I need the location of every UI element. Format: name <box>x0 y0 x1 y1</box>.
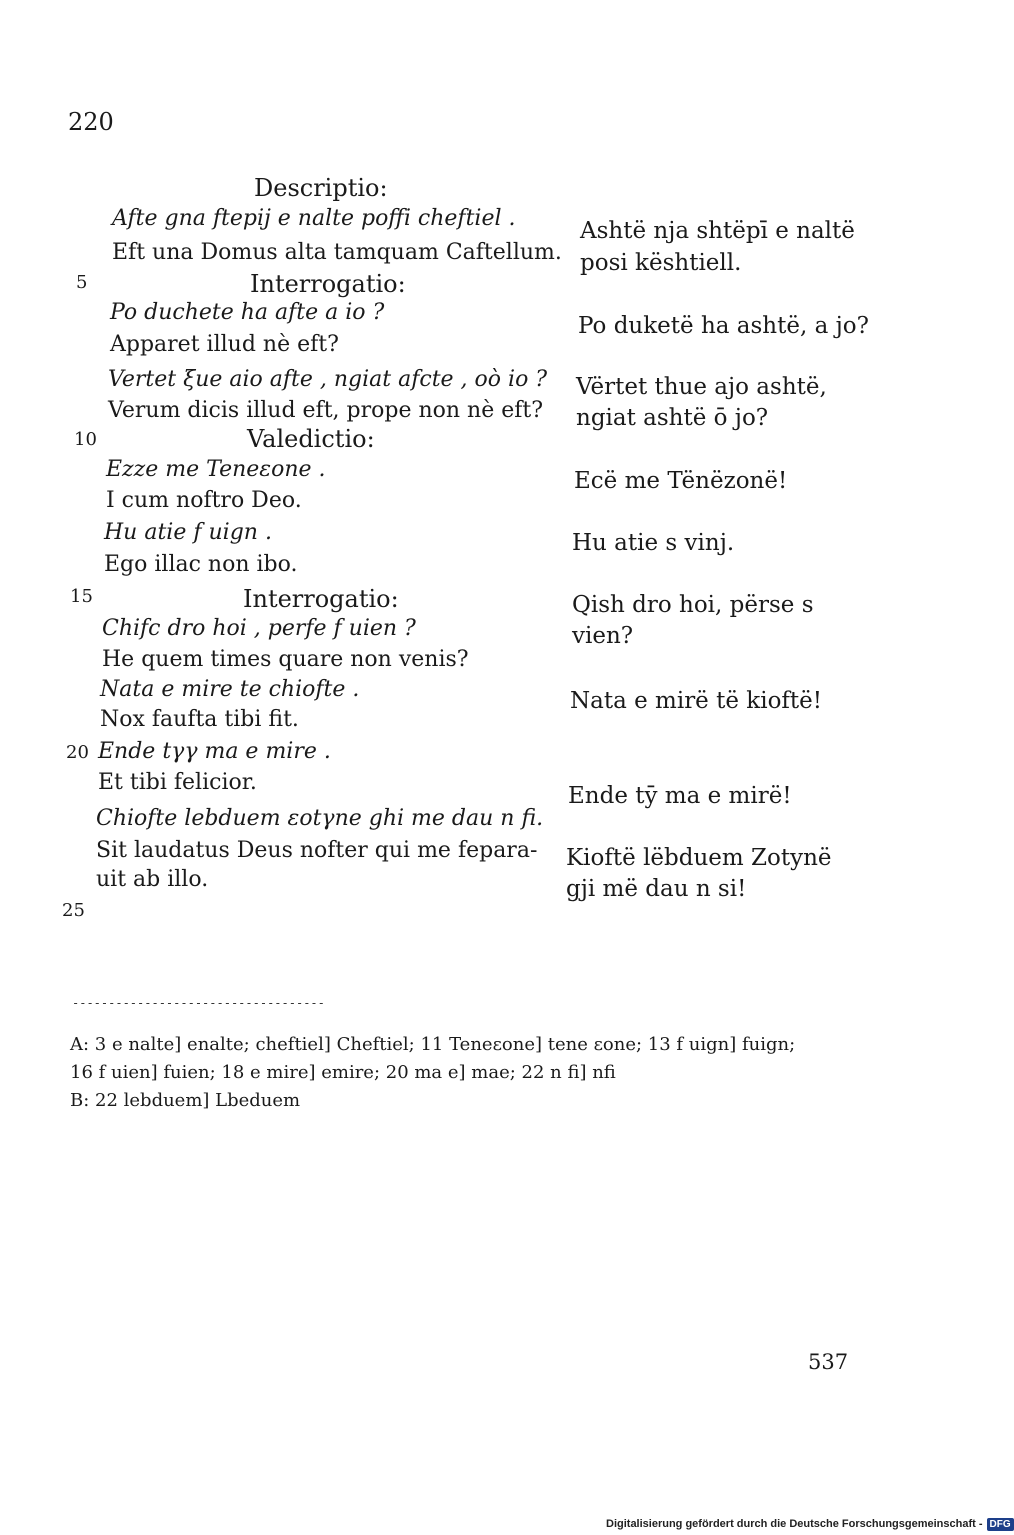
albanian-line: Hu atie s vinj. <box>572 530 735 556</box>
latin-line: Vertet ξue aio afte , ngiat afcte , oò io ? <box>108 367 548 392</box>
heading-interrogatio: Interrogatio: <box>243 585 399 613</box>
latin-line: Apparet illud nè eft? <box>110 332 339 357</box>
albanian-line: Vërtet thue ajo ashtë, <box>576 374 827 400</box>
latin-line: Ezze me Teneεone . <box>106 457 326 482</box>
albanian-line: Qish dro hoi, përse s <box>572 592 814 618</box>
footnote-separator: ----------------------------------- <box>72 996 325 1010</box>
folio-number: 537 <box>808 1350 849 1374</box>
heading-interrogatio: Interrogatio: <box>250 270 406 298</box>
albanian-line: Nata e mirë të kioftë! <box>570 688 823 714</box>
line-number: 20 <box>66 742 89 763</box>
latin-line: Ego illac non ibo. <box>104 552 298 577</box>
latin-line: Hu atie f uign . <box>104 520 272 545</box>
latin-line: Chiofte lebduem εotγne ghi me dau n fi. <box>96 806 544 831</box>
latin-line: Nata e mire te chiofte . <box>100 677 360 702</box>
latin-line: Et tibi felicior. <box>98 770 257 795</box>
latin-line: Chifc dro hoi , perfe f uien ? <box>102 616 416 641</box>
heading-descriptio: Descriptio: <box>254 174 388 202</box>
latin-line: I cum noftro Deo. <box>106 488 302 513</box>
line-number: 15 <box>70 586 93 607</box>
latin-line: Ende tγγ ma e mire . <box>98 739 331 764</box>
albanian-line: Po duketë ha ashtë, a jo? <box>578 313 869 339</box>
latin-line: Nox faufta tibi fit. <box>100 707 299 732</box>
latin-line: Po duchete ha afte a io ? <box>110 300 385 325</box>
heading-valedictio: Valedictio: <box>247 425 375 453</box>
line-number: 5 <box>76 272 88 293</box>
funding-footer <box>606 1518 1014 1531</box>
apparatus-note: A: 3 e nalte] enalte; cheftiel] Cheftiel; 11 Teneεone] tene εone; 13 f uign] fuign; <box>70 1034 796 1055</box>
line-number: 10 <box>74 429 97 450</box>
albanian-line: posi kështiell. <box>580 250 742 276</box>
line-number: 25 <box>62 900 85 921</box>
latin-line: Eft una Domus alta tamquam Caftellum. <box>112 240 562 265</box>
funding-text: Digitalisierung gefördert durch die Deutsche Forschungsgemeinschaft - <box>606 1518 983 1530</box>
albanian-line: Ashtë nja shtëpī e naltë <box>580 218 855 244</box>
albanian-line: gji më dau n si! <box>566 876 747 902</box>
dfg-logo: DFG <box>987 1518 1014 1531</box>
latin-line: uit ab illo. <box>96 867 209 892</box>
latin-line: Sit laudatus Deus nofter qui me fepara- <box>96 838 538 863</box>
latin-line: Verum dicis illud eft, prope non nè eft? <box>108 398 544 423</box>
latin-line: Afte gna ftepij e nalte poffi cheftiel . <box>112 206 516 231</box>
albanian-line: Ecë me Tënëzonë! <box>574 468 788 494</box>
apparatus-note: 16 f uien] fuien; 18 e mire] emire; 20 ma e] mae; 22 n fi] nfi <box>70 1062 616 1083</box>
albanian-line: Ende tȳ ma e mirë! <box>568 783 792 809</box>
page-number: 220 <box>68 108 114 136</box>
latin-line: He quem times quare non venis? <box>102 647 469 672</box>
albanian-line: ngiat ashtë ō jo? <box>576 405 769 431</box>
albanian-line: vien? <box>572 623 634 649</box>
albanian-line: Kioftë lëbduem Zotynë <box>566 845 832 871</box>
apparatus-note: B: 22 lebduem] Lbeduem <box>70 1090 301 1111</box>
